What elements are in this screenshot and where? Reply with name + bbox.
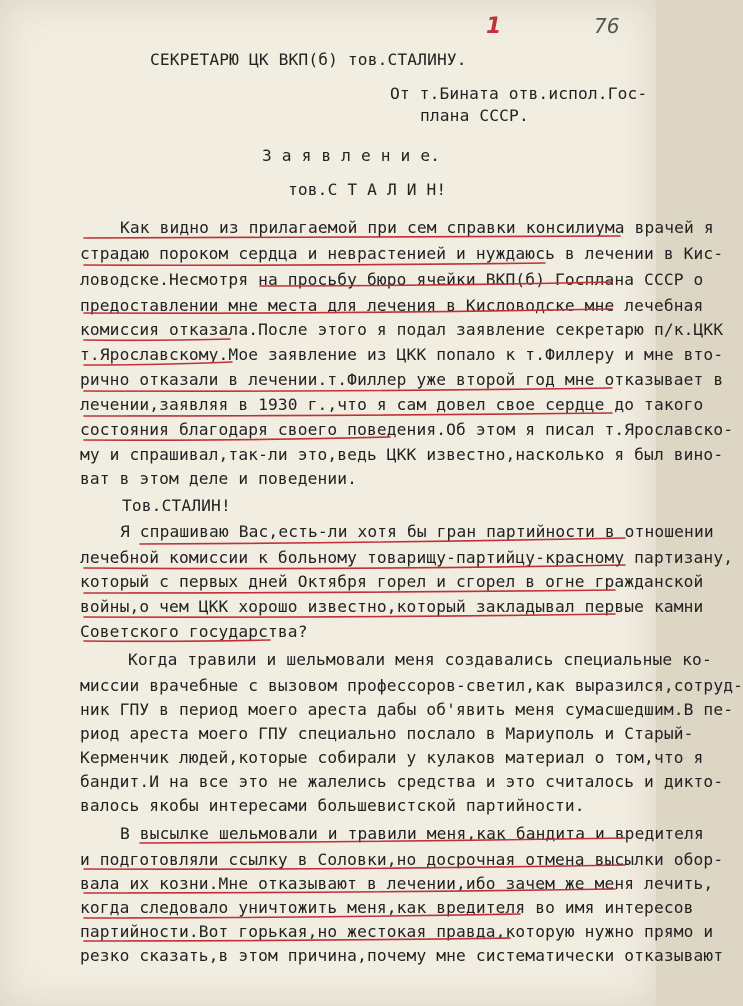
red-underline [84, 362, 232, 365]
text-line: бандит.И на все это не жалелись средства и это считалось и дикто- [80, 772, 724, 791]
text-line: партийности.Вот горькая,но жестокая правда,которую нужно прямо и [80, 922, 714, 941]
text-line: риод ареста моего ГПУ специально послало в Мариуполь и Старый- [80, 724, 694, 743]
text-line: который с первых дней Октября горел и сгорел в огне гражданской [80, 572, 704, 591]
text-line: ват в этом деле и поведении. [80, 469, 358, 488]
sender-line: плана СССР. [420, 106, 529, 125]
text-line: войны,о чем ЦКК хорошо известно,который закладывал первые камни [80, 597, 704, 616]
text-line: Когда травили и шельмовали меня создавались специальные ко- [128, 650, 712, 669]
text-line: В высылке шельмовали и травили меня,как бандита и вредителя [120, 824, 704, 843]
red-underline [84, 413, 612, 416]
text-line: рично отказали в лечении.т.Филлер уже второй год мне отказывает в [80, 370, 724, 389]
red-underline [84, 590, 615, 593]
text-line: вала их козни.Мне отказывают в лечении,ибо зачем же меня лечить, [80, 874, 714, 893]
text-line: когда следовало уничтожить меня,как вредителя во имя интересов [80, 898, 694, 917]
text-line: состояния благодаря своего поведения.Об этом я писал т.Ярославско- [80, 420, 734, 439]
red-underline [140, 838, 625, 843]
red-underline [84, 339, 230, 340]
text-line: и подготовляли ссылку в Соловки,но досрочная отмена высылки обор- [80, 850, 724, 869]
red-underline [84, 388, 612, 391]
text-line: валось якобы интересами большевистской партийности. [80, 796, 585, 815]
red-underline [84, 614, 615, 617]
archive-page-number: 76 [594, 14, 620, 38]
red-underline [140, 538, 625, 544]
red-underline [84, 865, 625, 869]
text-line: предоставлении мне места для лечения в Кисловодске мне лечебная [80, 296, 704, 315]
red-underline [84, 437, 390, 440]
red-underline [84, 889, 615, 893]
red-underline [260, 282, 612, 286]
text-line: т.Ярославскому.Мое заявление из ЦКК попало к т.Филлеру и мне вто- [80, 345, 724, 364]
red-underline [84, 236, 620, 238]
red-underline [84, 263, 545, 265]
sender-line: От т.Бината отв.испол.Гос- [390, 84, 648, 103]
red-underline [84, 640, 270, 641]
salutation-second: Тов.СТАЛИН! [122, 496, 231, 515]
text-line: Я спрашиваю Вас,есть-ли хотя бы гран партийности в отношении [120, 522, 714, 541]
text-line: лечении,заявляя в 1930 г.,что я сам довел свое сердце до такого [80, 395, 704, 414]
salutation: тов.С Т А Л И Н! [288, 180, 447, 199]
text-line: Керменчик людей,которые собирали у кулаков материал о том,что я [80, 748, 704, 767]
text-line: комиссия отказала.После этого я подал заявление секретарю п/к.ЦКК [80, 320, 724, 339]
sheet-number: 1 [486, 14, 502, 39]
text-line: миссии врачебные с вызовом профессоров-светил,как выразился,сотруд- [80, 676, 743, 695]
document-title: З а я в л е н и е. [262, 146, 441, 165]
text-line: Как видно из прилагаемой при сем справки консилиума врачей я [120, 218, 714, 237]
red-underline [84, 914, 520, 918]
text-line: ник ГПУ в период моего ареста дабы об'явить меня сумасшедшим.В пе- [80, 700, 734, 719]
red-underline [84, 309, 612, 313]
text-line: Советского государства? [80, 622, 308, 641]
red-underline [84, 565, 625, 569]
text-line: ловодске.Несмотря на просьбу бюро ячейки ВКП(б) Госплана СССР о [80, 270, 704, 289]
text-line: страдаю пороком сердца и неврастенией и нуждаюсь в лечении в Кис- [80, 244, 724, 263]
text-line: му и спрашивал,так-ли это,ведь ЦКК известно,насколько я был вино- [80, 445, 724, 464]
text-line: резко сказать,в этом причина,почему мне систематически отказывают [80, 946, 724, 965]
red-underline [84, 938, 510, 941]
text-line: лечебной комиссии к больному товарищу-партийцу-красному партизану, [80, 548, 734, 567]
addressee: СЕКРЕТАРЮ ЦК ВКП(б) тов.СТАЛИНУ. [150, 50, 467, 69]
